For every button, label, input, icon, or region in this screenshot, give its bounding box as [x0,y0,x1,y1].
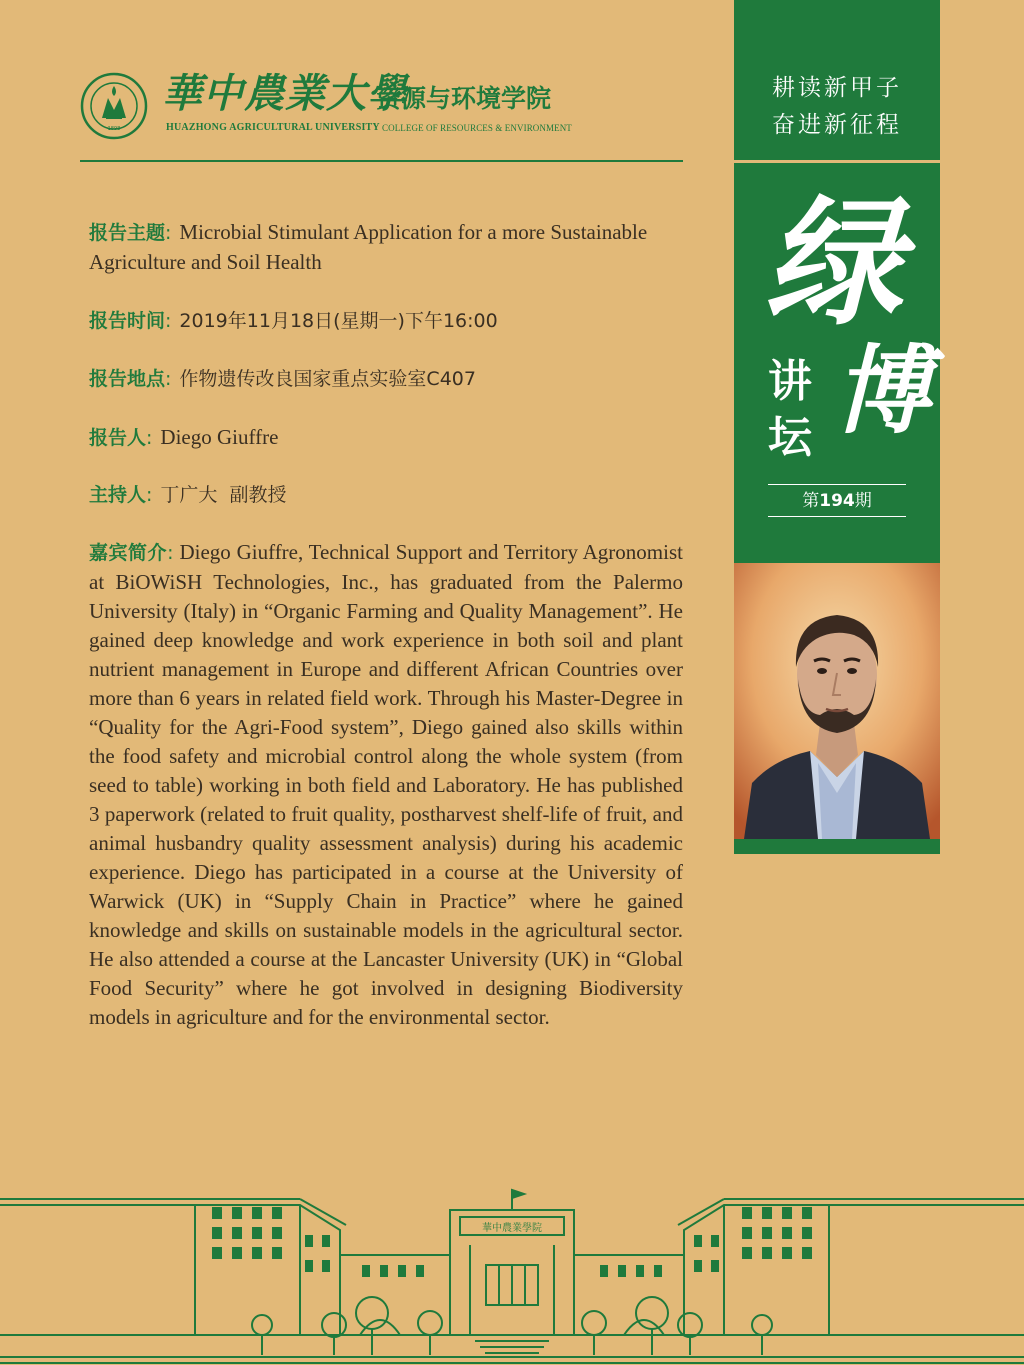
place-label: 报告地点 [89,368,166,390]
slogan-line-1: 耕读新甲子 [772,75,902,101]
issue-line-top [768,484,906,485]
seal-year: 1898 [107,126,121,132]
issue-suffix: 期 [854,491,872,511]
time-label: 报告时间 [89,310,166,332]
issue-prefix: 第 [802,491,820,511]
forum-title-char-tan: 坛 [768,412,812,463]
time-value: 2019年11月18日(星期一)下午16:00 [179,310,498,332]
college-name-cn: 资源与环境学院 [376,84,552,113]
host-value: 丁广大 副教授 [160,484,287,506]
bio-label: 嘉宾简介 [89,542,168,564]
campus-building-illustration [0,1185,1024,1365]
slogan [734,70,940,144]
college-name-en: COLLEGE OF RESOURCES & ENVIRONMENT [382,123,572,133]
bio-colon: : [167,542,174,564]
forum-title-char-bo: 博 [834,334,930,447]
place-colon: : [165,368,172,390]
bio-field [89,538,683,1032]
university-seal-icon [80,72,148,140]
building-sign: 華中農業學院 [482,1223,542,1234]
speaker-field [89,423,278,453]
time-colon: : [165,310,172,332]
time-field [89,306,498,336]
speaker-label: 报告人 [89,427,147,449]
topic-value: Microbial Stimulant Application for a more Sustainable Agriculture and Soil Health [89,220,648,274]
speaker-photo [734,563,940,839]
host-field [89,480,287,510]
host-colon: : [146,484,153,506]
issue-number-value: 194 [819,491,855,511]
slogan-banner [734,0,940,160]
slogan-line-2: 奋进新征程 [772,112,902,138]
issue-line-bottom [768,516,906,517]
university-name-cn: 華中農業大學 [162,70,408,117]
forum-title-char-lv: 绿 [764,181,903,344]
speaker-colon: : [146,427,153,449]
university-logo-block [80,70,680,140]
bio-value: Diego Giuffre, Technical Support and Territory Agronomist at BiOWiSH Technologies, Inc., has graduated from the Palermo University (Italy) in “Organic Farming and Quality Management”. He gained deep knowledge and work experience in both soil and plant nutrient management in Europe and different African Countries over more than 6 years in related field work. Through his Master-Degree in “Quality for the Agri-Food system”, Diego gained also skills within the food safety and microbial control along the whole system (from seed to table) working in both field and Laboratory. He has published 3 paperwork (related to fruit quality, postharvest shelf-life of fruit, and animal husbandry quality assessment analysis) during his academic experience. Diego has participated in a course at the University of Warwick (UK) in “Supply Chain in Practice” where he gained knowledge and skills on sustainable models in the agricultural sector. He also attended a course at the Lancaster University (UK) in “Global Food Security” where he got involved in designing Biodiversity models in agriculture and for the environmental sector. [89,540,683,1029]
forum-title-panel [734,163,940,563]
place-value: 作物遗传改良国家重点实验室C407 [179,368,476,390]
forum-title-char-jiang: 讲 [768,356,812,407]
university-name-en: HUAZHONG AGRICULTURAL UNIVERSITY [166,122,380,133]
speaker-photo-frame [734,563,940,854]
speaker-value: Diego Giuffre [160,425,279,449]
topic-label: 报告主题 [89,222,166,244]
topic-field [89,218,683,277]
header-divider [80,160,683,162]
issue-number [768,487,906,515]
place-field [89,364,476,394]
topic-colon: : [165,222,172,244]
host-label: 主持人 [89,484,147,506]
